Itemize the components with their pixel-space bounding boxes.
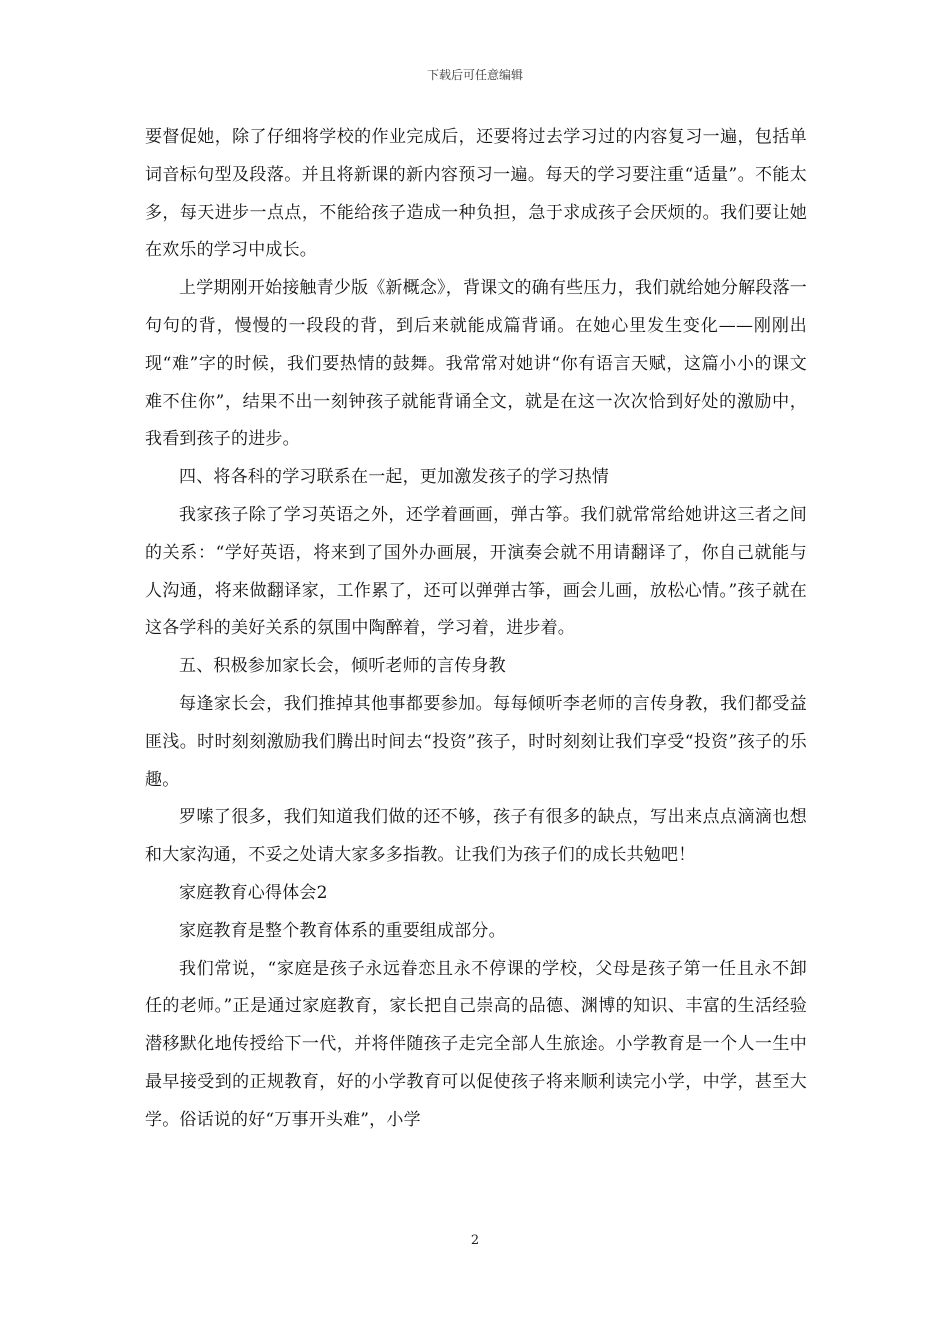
paragraph-conclusion: 罗嗦了很多，我们知道我们做的还不够，孩子有很多的缺点，写出来点点滴滴也想和大家沟通，不妥之处请大家多多指教。让我们为孩子们的成长共勉吧！: [145, 807, 807, 866]
document-body: [145, 119, 807, 1140]
paragraph-intro: 家庭教育是整个教育体系的重要组成部分。: [179, 920, 506, 941]
page-number: 2: [470, 1233, 480, 1248]
paragraph-parent-meeting: 每逢家长会，我们推掉其他事都要参加。每每倾听李老师的言传身教，我们都受益匪浅。时时刻刻激励我们腾出时间去“投资”孩子，时时刻刻让我们享受“投资”孩子的乐趣。: [145, 693, 807, 790]
paragraph-recitation: 上学期刚开始接触青少版《新概念》，背课文的确有些压力，我们就给她分解段落一句句的背，慢慢的一段段的背，到后来就能成篇背诵。在她心里发生变化——刚刚出现“难”字的时候，我们要热情的鼓舞。我常常对她讲“你有语言天赋，这篇小小的课文难不住你”，结果不出一刻钟孩子就能背诵全文，就是在这一次次恰到好处的激励中，我看到孩子的进步。: [145, 278, 807, 450]
paragraph-family-school: 我们常说，“家庭是孩子永远眷恋且永不停课的学校，父母是孩子第一任且永不卸任的老师。”正是通过家庭教育，家长把自己崇高的品德、渊博的知识、丰富的生活经验潜移默化地传授给下一代，并将伴随孩子走完全部人生旅途。小学教育是一个人一生中最早接受到的正规教育，好的小学教育可以促使孩子将来顺利读完小学，中学，甚至大学。俗话说的好“万事开头难”，小学: [145, 958, 807, 1130]
paragraph-subjects: 我家孩子除了学习英语之外，还学着画画，弹古筝。我们就常常给她讲这三者之间的关系：“学好英语，将来到了国外办画展，开演奏会就不用请翻译了，你自己就能与人沟通，将来做翻译家，工作累了，还可以弹弹古筝，画会儿画，放松心情。”孩子就在这各学科的美好关系的氛围中陶醉着，学习着，进步着。: [145, 504, 807, 639]
article-title-2: 家庭教育心得体会2: [179, 882, 328, 903]
paragraph-continuation: 要督促她，除了仔细将学校的作业完成后，还要将过去学习过的内容复习一遍，包括单词音标句型及段落。并且将新课的新内容预习一遍。每天的学习要注重“适量”。不能太多，每天进步一点点，不能给孩子造成一种负担，急于求成孩子会厌烦的。我们要让她在欢乐的学习中成长。: [145, 127, 807, 261]
section-heading-five: 五、积极参加家长会，倾听老师的言传身教: [179, 656, 506, 677]
section-heading-four: 四、将各科的学习联系在一起，更加激发孩子的学习热情: [179, 467, 609, 488]
page-header: 下载后可任意编辑: [426, 68, 523, 82]
